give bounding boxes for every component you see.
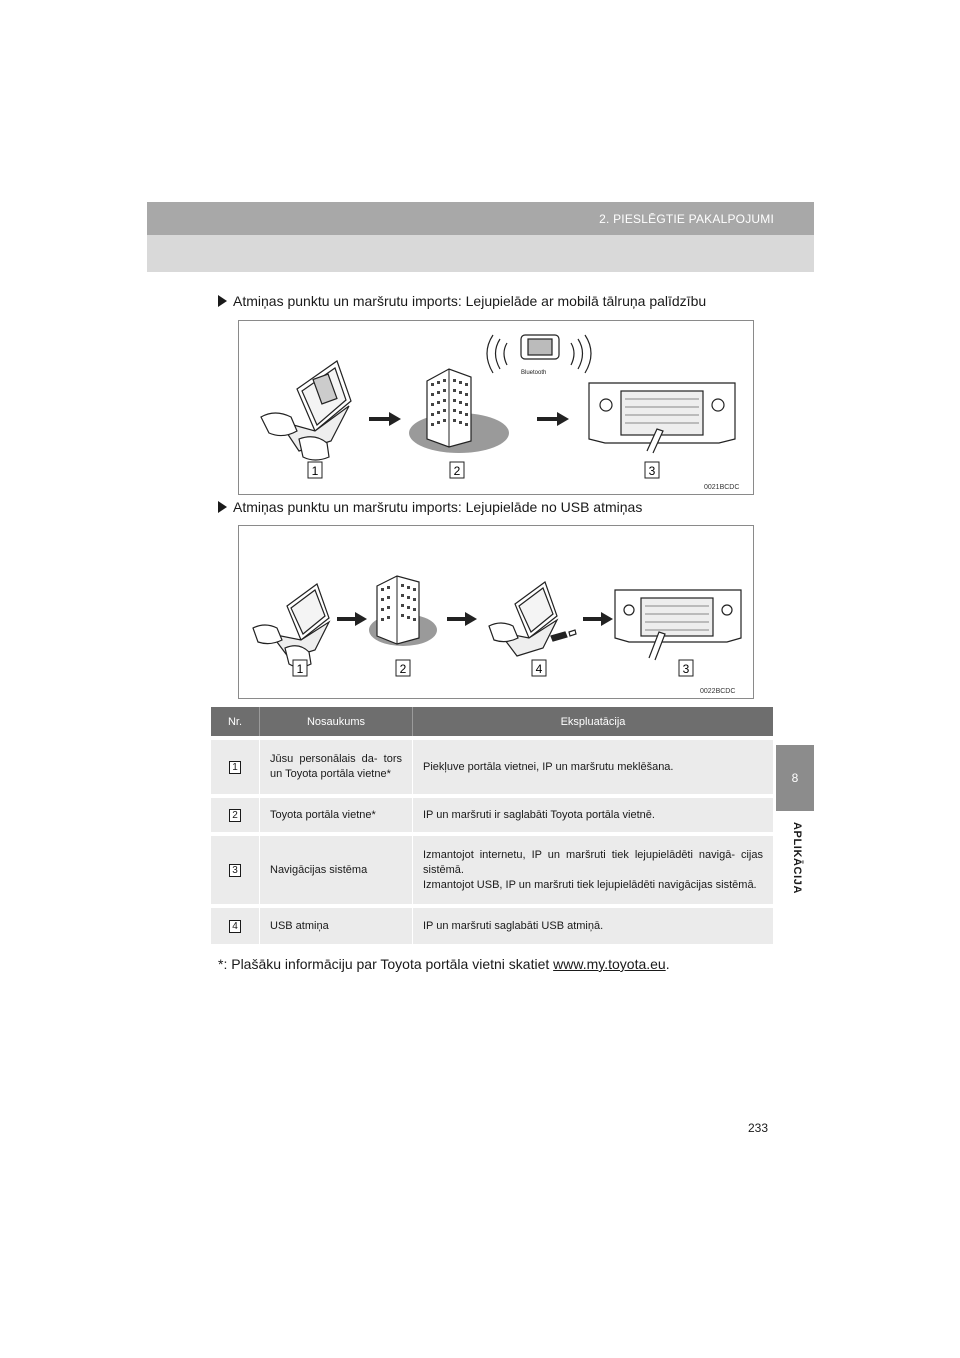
chapter-tab: 8 [776, 745, 814, 811]
row-name: Jūsu personālais da- tors un Toyota portāla vietne* [260, 738, 413, 796]
step-number-2 [450, 462, 464, 478]
arrow-icon [583, 612, 613, 626]
table-row [211, 834, 773, 906]
column-header-operation: Ekspluatācija [413, 707, 774, 738]
table-header-row [211, 707, 773, 738]
header-bar [147, 202, 814, 235]
table-row [211, 738, 773, 796]
row-name: USB atmiņa [260, 906, 413, 944]
row-number-badge: 2 [229, 809, 241, 822]
laptop-icon [253, 584, 329, 667]
page-number: 233 [748, 1121, 769, 1135]
step-number-2 [396, 660, 410, 676]
arrow-icon [447, 612, 477, 626]
figure-code: 0022BCDC [700, 688, 736, 695]
figure-phone-download [238, 320, 754, 495]
navigation-unit-icon [615, 590, 741, 660]
toyota-portal-link[interactable]: www.my.toyota.eu [553, 956, 666, 972]
row-operation: Piekļuve portāla vietnei, IP un maršrutu meklēšana. [413, 738, 774, 796]
bullet-triangle-icon [218, 501, 227, 513]
row-operation-line: Izmantojot USB, IP un maršruti tiek lejupielādēti navigācijas sistēmā. [423, 878, 757, 891]
step-number-3 [679, 660, 693, 676]
row-name: Toyota portāla vietne* [260, 796, 413, 834]
laptop-usb-icon [489, 582, 576, 656]
row-number-badge: 4 [229, 920, 241, 933]
figure-usb-download [238, 525, 754, 699]
figure-usb-illustration [239, 526, 753, 698]
row-operation-line: Izmantojot internetu, IP un maršruti tiek lejupielādēti navigā- cijas sistēmā. [423, 848, 763, 876]
table-row [211, 906, 773, 944]
laptop-icon [261, 361, 351, 460]
step-number-4 [532, 660, 546, 676]
svg-text:2: 2 [453, 464, 461, 478]
section-heading-usb: Atmiņas punktu un maršrutu imports: Lejupielāde no USB atmiņas [218, 499, 642, 515]
figure-phone-illustration [239, 321, 753, 494]
chapter-title: 2. PIESLĒGTIE PAKALPOJUMI [599, 212, 774, 226]
row-number-badge: 3 [229, 864, 241, 877]
building-icon [409, 369, 509, 453]
table-row [211, 796, 773, 834]
header-band [147, 235, 814, 272]
column-header-nr: Nr. [211, 707, 260, 738]
bluetooth-label: Bluetooth [521, 370, 547, 376]
section-heading-phone: Atmiņas punktu un maršrutu imports: Lejupielāde ar mobilā tālruņa palīdzību [218, 293, 706, 309]
svg-text:3: 3 [648, 464, 656, 478]
arrow-icon [537, 412, 569, 426]
row-operation: IP un maršruti ir saglabāti Toyota portāla vietnē. [413, 796, 774, 834]
footnote: *: Plašāku informāciju par Toyota portāla vietni skatiet www.my.toyota.eu. [218, 956, 670, 972]
building-icon [369, 576, 437, 646]
components-table [211, 707, 773, 944]
svg-text:1: 1 [296, 662, 304, 676]
figure-code: 0021BCDC [704, 484, 740, 491]
column-header-name: Nosaukums [260, 707, 413, 738]
bullet-triangle-icon [218, 295, 227, 307]
navigation-unit-icon [589, 383, 735, 453]
svg-text:4: 4 [535, 662, 543, 676]
svg-text:3: 3 [682, 662, 690, 676]
arrow-icon [337, 612, 367, 626]
step-number-1 [308, 462, 322, 478]
smartphone-icon [487, 335, 591, 373]
row-operation: IP un maršruti saglabāti USB atmiņā. [413, 906, 774, 944]
step-number-3 [645, 462, 659, 478]
chapter-side-label: APLIKĀCIJA [791, 822, 803, 895]
svg-text:1: 1 [311, 464, 319, 478]
row-name: Navigācijas sistēma [260, 834, 413, 906]
step-number-1 [293, 660, 307, 676]
arrow-icon [369, 412, 401, 426]
row-number-badge: 1 [229, 761, 241, 774]
svg-text:2: 2 [399, 662, 407, 676]
